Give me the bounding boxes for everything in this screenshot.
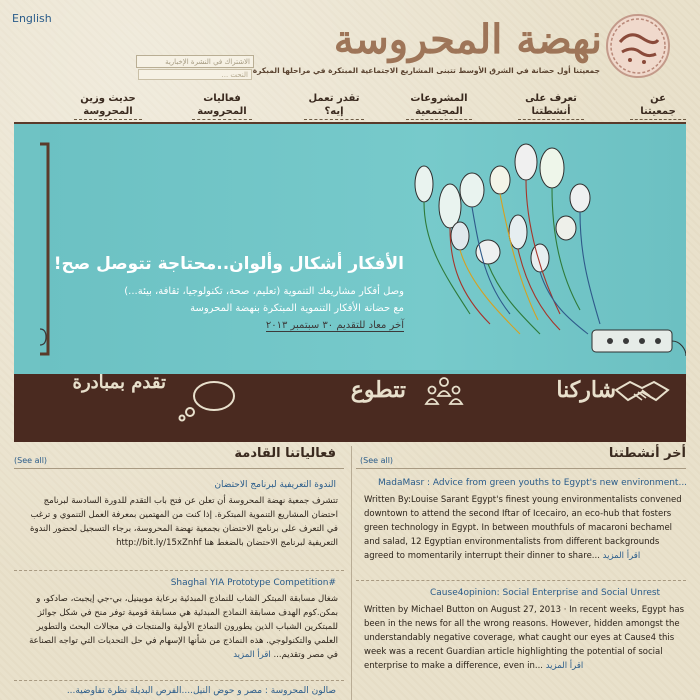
language-link[interactable]: English (12, 12, 52, 25)
upcoming-item-title[interactable]: الندوة التعريفية لبرنامج الاحتضان (214, 480, 336, 490)
item-divider (14, 680, 344, 681)
nav-item-activities[interactable] (518, 92, 584, 120)
upcoming-heading-rule (14, 468, 344, 469)
logo-emblem[interactable] (606, 14, 670, 78)
upcoming-events-heading: فعالياتنا القادمة (234, 446, 336, 461)
item-divider (14, 570, 344, 571)
latest-item-text: Written by Michael Button on August 27, 2013 · In recent weeks, Egypt has been in the news for all the wrong reasons. However, hidden amongst the understandably negative coverage, what caught our eyes at Cause4 this week was a recent Guardian article highlighting the potential of social enterprise to make a difference, even in... (364, 605, 684, 671)
lightbulbs-illustration-icon (40, 124, 686, 370)
item-divider (356, 580, 686, 581)
nav-item-line1: تقدر تعمل (308, 93, 360, 104)
nav-item-line2: جمعيتنا (630, 105, 686, 120)
logo-icon (608, 16, 668, 76)
latest-activities-heading: أخر أنشطتنا (608, 446, 686, 461)
nav-item-news[interactable] (74, 92, 142, 120)
latest-item-excerpt (364, 493, 684, 577)
nav-item-line2: المحروسة (192, 105, 252, 120)
nav-item-projects[interactable] (406, 92, 472, 120)
read-more-link[interactable]: اقرأ المزيد (602, 551, 641, 561)
action-strip (14, 374, 686, 442)
nav-item-line2: إيه؟ (304, 105, 364, 120)
handshake-icon (612, 376, 672, 406)
read-more-link[interactable]: اقرأ المزيد (545, 661, 584, 671)
nav-item-line1: تعرف على (525, 93, 577, 104)
banner-title: الأفكار أشكال وألوان..محتاجة تتوصل صح! (53, 254, 404, 274)
volunteer-link[interactable]: تتطوع (350, 377, 406, 403)
nav-item-line1: عن (650, 93, 666, 104)
initiative-link[interactable]: تقدم بمبادرة (72, 372, 166, 393)
latest-item-excerpt (364, 603, 684, 695)
banner-deadline: آخر معاد للتقديم ٣٠ سبتمبر ٢٠١٣ (265, 320, 404, 331)
thought-bubble-icon (176, 378, 246, 422)
upcoming-item-text: تتشرف جمعية نهضة المحروسة أن تعلن عن فتح باب التقدم للدورة السادسة لبرنامج احتضان المشاريع التنموية المبتكرة. إذا كنت من المهتمين بمعرفة العمل التنموي و ترغب في التعرف على برنامج الاحتضان بجمعية نهضة المحروسة، برجاء التسجيل لحضور الندوة التعريفية لبرنامج الاحتضان بالضغط هنا http://bit.ly/15xZnhf (30, 496, 338, 548)
latest-item-text: Written By:Louise Sarant Egypt's finest young environmentalists convened downtown to attend the second Iftar of Icecairo, an eco-hub that fosters green technology in Egypt. In between mouthfuls of macaroni bechamel and salad, 12 Egyptian environmentalists from different backgrounds agreed to momentarily interrupt their dinner to share... (364, 495, 682, 561)
site-logo-text[interactable]: نهضة المحروسة (333, 16, 602, 63)
people-group-icon (422, 376, 466, 406)
search-input[interactable]: النحت ... (138, 69, 252, 80)
nav-item-what-can-you-do[interactable] (304, 92, 364, 120)
latest-see-all-link[interactable]: (See all) (360, 456, 394, 465)
nav-item-line2: أنشطتنا (518, 105, 584, 120)
nav-item-line1: فعاليات (203, 93, 241, 104)
nav-item-about[interactable] (630, 92, 686, 120)
newsletter-input[interactable]: الاشتراك في النشرة الإخبارية (136, 55, 254, 68)
upcoming-item-excerpt (22, 494, 338, 568)
nav-item-line2: المجتمعية (406, 105, 472, 120)
upcoming-item-excerpt (22, 592, 338, 676)
banner-panel (40, 124, 686, 370)
nav-item-line1: حديث وزين (80, 93, 136, 104)
banner-line-1: وصل أفكار مشاريعك التنموية (تعليم، صحة، تكنولوجيا، ثقافة، بيئة...) (124, 286, 404, 297)
main-nav (66, 92, 690, 122)
column-divider (351, 446, 352, 700)
latest-item-title[interactable]: Cause4opinion: Social Enterprise and Social Unrest (430, 588, 661, 598)
participate-link[interactable]: شاركنا (556, 377, 616, 403)
upcoming-item-text: شغال مسابقة المبتكر الشاب للنماذج المبدئية برعاية موبينيل، بي-جي إيجبت، صادكو، و بمكن.كوم الهدف مسابقة النماذج المبدئية هي مسابقة قومية توفر منح في شكل جوائز للمبتكرين الشباب الذين يطورون النماذج الأولية والمنتجات في مجالات البحث والتطوير العلمي والتكنولوجي. هذه النماذج من شأنها الإسهام في حل التحديات التي تواجه الصناعة في مصر وتقديم... (29, 594, 338, 660)
upcoming-item-title[interactable]: صالون المحروسة : مصر و حوض النيل....الفرص البديلة نظرة تفاوضية... (66, 686, 336, 696)
hero-banner[interactable] (14, 124, 686, 374)
upcoming-see-all-link[interactable]: (See all) (14, 456, 48, 465)
latest-heading-rule (356, 468, 686, 469)
site-tagline: جمعيتنا أول حضانة في الشرق الأوسط تتبنى المشاريع الاجتماعية المبتكرة في مراحلها المبكرة (252, 66, 600, 75)
nav-item-line1: المشروعات (410, 93, 468, 104)
nav-item-events[interactable] (192, 92, 252, 120)
read-more-link[interactable]: اقرأ المزيد (233, 650, 271, 660)
upcoming-item-title[interactable]: Shaghal YIA Prototype Competition# (170, 578, 336, 588)
banner-line-2: مع حضانة الأفكار التنموية المبتكرة بنهضة المحروسة (190, 303, 404, 314)
latest-item-title[interactable]: MadaMasr : Advice from green youths to Egypt's new environment... (378, 478, 688, 488)
nav-item-line2: المحروسة (74, 105, 142, 120)
